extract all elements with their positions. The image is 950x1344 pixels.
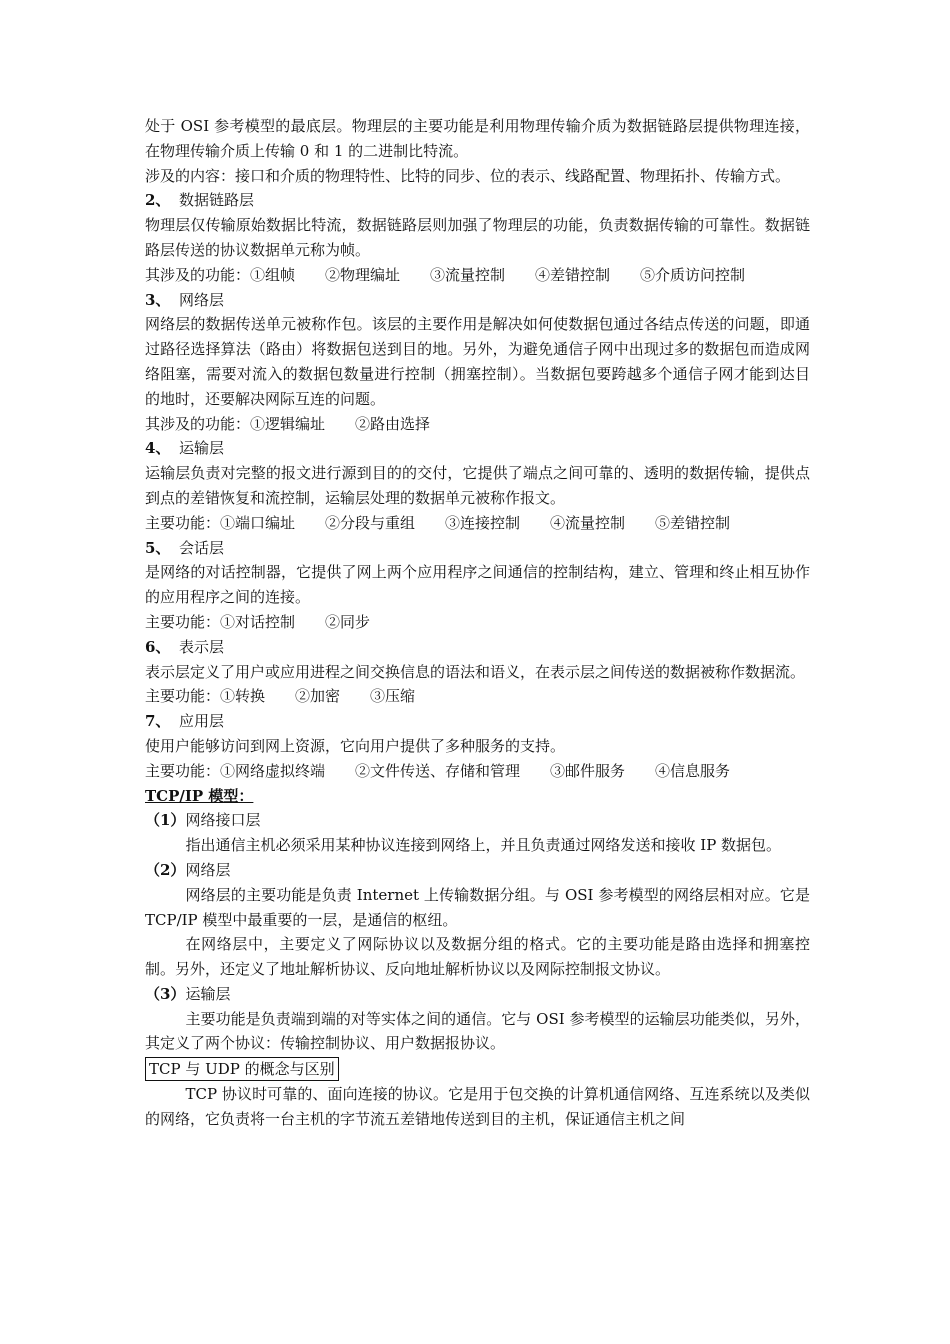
datalink-desc: 物理层仅传输原始数据比特流，数据链路层则加强了物理层的功能，负责数据传输的可靠性。数据链路层传送的协议数据单元称为帧。: [145, 216, 810, 259]
section-title: 网络层: [179, 290, 225, 309]
tcpip-layer-2-heading: [145, 858, 810, 883]
tcp-desc: TCP 协议时可靠的、面向连接的协议。它是用于包交换的计算机通信网络、互连系统以及类似的网络，它负责将一台主机的字节流五差错地传送到目的主机，保证通信主机之间: [145, 1085, 810, 1129]
application-desc: 使用户能够访问到网上资源，它向用户提供了多种服务的支持。: [145, 736, 566, 755]
section-heading-application: [145, 709, 810, 734]
transport-desc: 运输层负责对完整的报文进行源到目的的交付，它提供了端点之间可靠的、透明的数据传输，提供点到点的差错恢复和流控制，运输层处理的数据单元被称作报文。: [145, 464, 810, 507]
section-title: 运输层: [179, 439, 225, 458]
datalink-functions: 其涉及的功能：①组帧 ②物理编址 ③流量控制 ④差错控制 ⑤介质访问控制: [145, 265, 746, 284]
application-functions: 主要功能：①网络虚拟终端 ②文件传送、存储和管理 ③邮件服务 ④信息服务: [145, 761, 731, 780]
tcpip-layer-3-heading: [145, 982, 810, 1007]
tcp-udp-title: TCP 与 UDP 的概念与区别: [145, 1057, 339, 1081]
tcpip-title: TCP/IP 模型：: [145, 786, 254, 805]
section-title: 会话层: [179, 538, 225, 557]
presentation-functions: 主要功能：①转换 ②加密 ③压缩: [145, 687, 416, 706]
session-functions: 主要功能：①对话控制 ②同步: [145, 612, 371, 631]
section-number: 3、: [145, 290, 171, 309]
network-desc: 网络层的数据传送单元被称作包。该层的主要作用是解决如何使数据包通过各结点传送的问题，即通过路径选择算法（路由）将数据包送到目的地。另外，为避免通信子网中出现过多的数据包而造成网络阻塞，需要对流入的数据包数量进行控制（拥塞控制）。当数据包要跨越多个通信子网才能到达目的地时，还要解决网际互连的问题。: [145, 315, 810, 408]
section-title: 数据链路层: [179, 191, 255, 210]
document-page: [145, 114, 810, 1132]
section-heading-network: [145, 288, 810, 313]
section-heading-datalink: [145, 188, 810, 213]
section-heading-presentation: [145, 635, 810, 660]
section-number: 7、: [145, 712, 171, 731]
layer-number: （3）: [145, 984, 186, 1003]
section-number: 5、: [145, 538, 171, 557]
tcp-udp-heading-line: [145, 1056, 810, 1082]
section-heading-session: [145, 536, 810, 561]
section-title: 表示层: [179, 637, 225, 656]
section-number: 6、: [145, 637, 171, 656]
section-number: 2、: [145, 191, 171, 210]
tcpip-layer-3-desc: 主要功能是负责端到端的对等实体之间的通信。它与 OSI 参考模型的运输层功能类似，另外，其定义了两个协议：传输控制协议、用户数据报协议。: [145, 1009, 810, 1053]
tcpip-layer-2-desc: 网络层的主要功能是负责 Internet 上传输数据分组。与 OSI 参考模型的网络层相对应。它是 TCP/IP 模型中最重要的一层，是通信的枢纽。: [145, 885, 810, 929]
layer-number: （2）: [145, 860, 186, 879]
presentation-desc: 表示层定义了用户或应用进程之间交换信息的语法和语义，在表示层之间传送的数据被称作数据流。: [145, 662, 806, 681]
layer-title: 运输层: [185, 984, 231, 1003]
layer-title: 网络接口层: [185, 811, 261, 830]
layer-title: 网络层: [185, 860, 231, 879]
layer-number: （1）: [145, 811, 186, 830]
section-heading-transport: [145, 436, 810, 461]
physical-desc: 处于 OSI 参考模型的最底层。物理层的主要功能是利用物理传输介质为数据链路层提供物理连接，在物理传输介质上传输 0 和 1 的二进制比特流。: [145, 117, 810, 160]
section-title: 应用层: [179, 712, 225, 731]
transport-functions: 主要功能：①端口编址 ②分段与重组 ③连接控制 ④流量控制 ⑤差错控制: [145, 513, 731, 532]
network-functions: 其涉及的功能：①逻辑编址 ②路由选择: [145, 414, 431, 433]
physical-content: 涉及的内容：接口和介质的物理特性、比特的同步、位的表示、线路配置、物理拓扑、传输方式。: [145, 166, 791, 185]
tcpip-layer-1-desc: 指出通信主机必须采用某种协议连接到网络上，并且负责通过网络发送和接收 IP 数据包。: [185, 836, 782, 855]
section-number: 4、: [145, 439, 171, 458]
tcpip-layer-2-desc2: 在网络层中，主要定义了网际协议以及数据分组的格式。它的主要功能是路由选择和拥塞控制。另外，还定义了地址解析协议、反向地址解析协议以及网际控制报文协议。: [145, 935, 810, 979]
session-desc: 是网络的对话控制器，它提供了网上两个应用程序之间通信的控制结构，建立、管理和终止相互协作的应用程序之间的连接。: [145, 563, 810, 607]
tcpip-layer-1-heading: [145, 808, 810, 833]
